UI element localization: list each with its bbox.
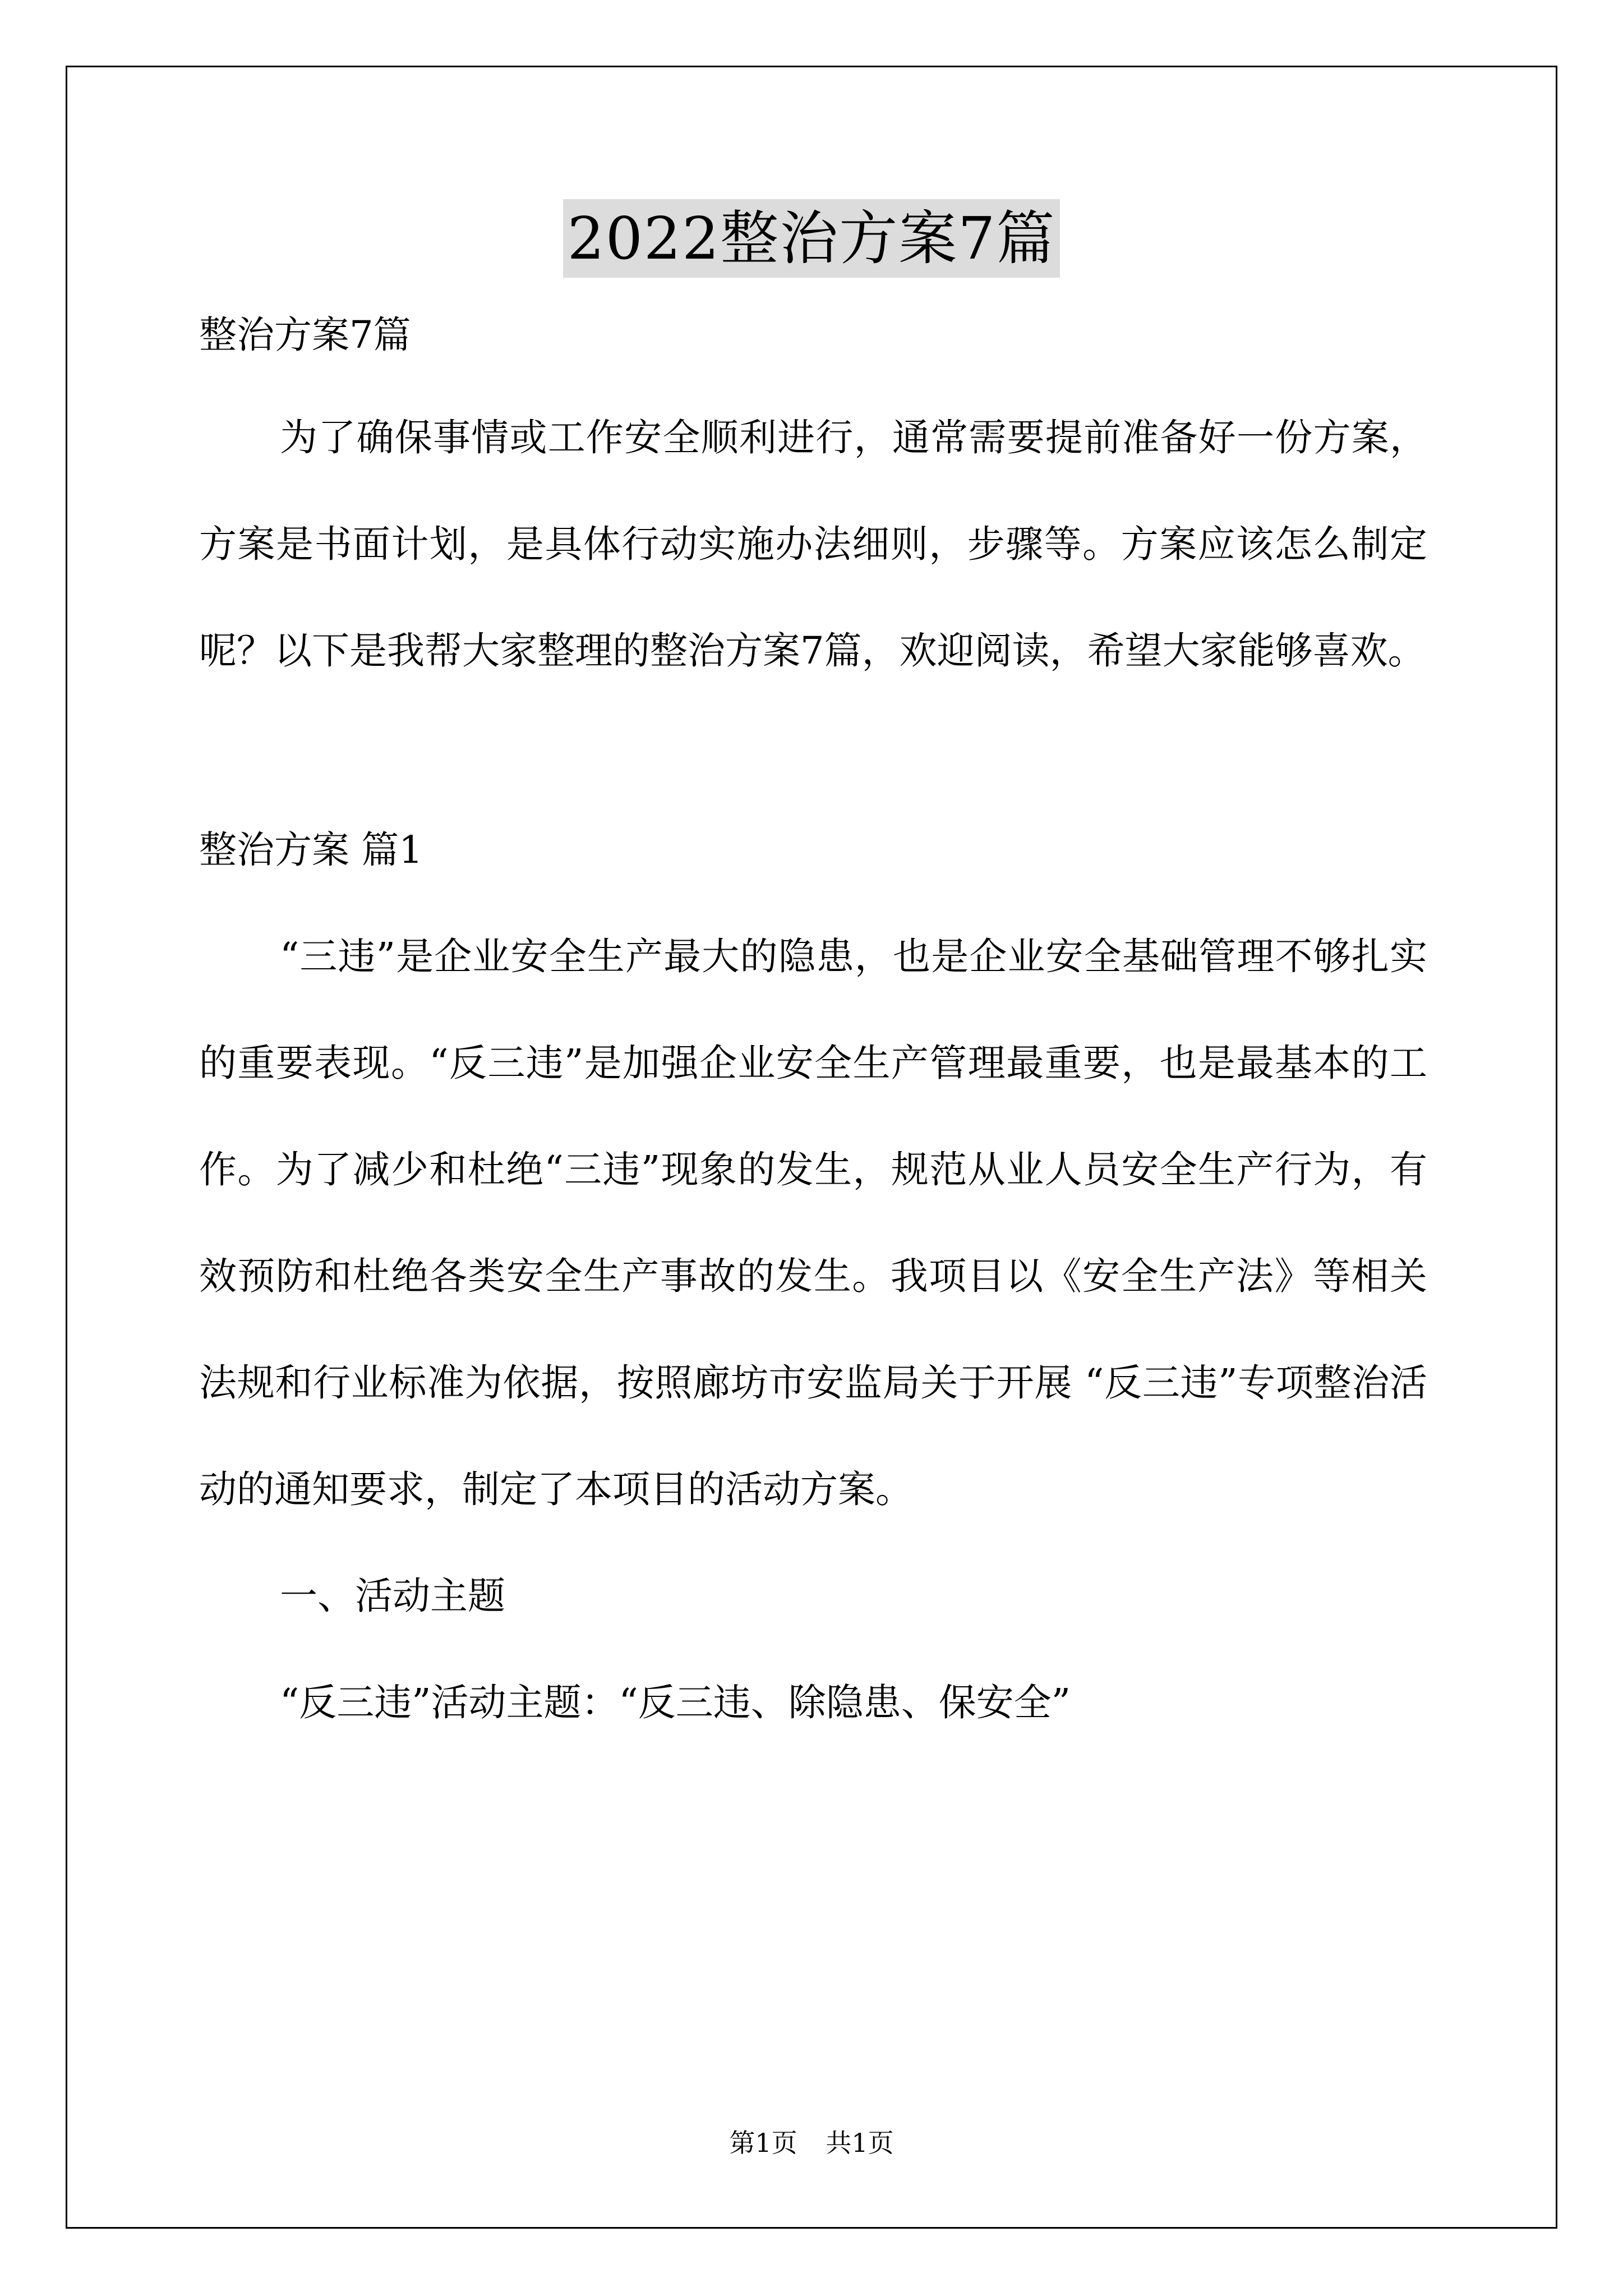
section-paragraph: “三违”是企业安全生产最大的隐患，也是企业安全基础管理不够扎实的重要表现。“反三违”是加强企业安全生产管理最重要，也是最基本的工作。为了减少和杜绝“三违”现象的发生，规范从业人员安全生产行为，有效预防和杜绝各类安全生产事故的发生。我项目以《安全生产法》等相关法规和行业标准为依据，按照廊坊市安监局关于开展 “反三违”专项整治活动的通知要求，制定了本项目的活动方案。: [199, 935, 1427, 1511]
item-heading: 一、活动主题: [280, 1574, 505, 1618]
intro-paragraph: 为了确保事情或工作安全顺利进行，通常需要提前准备好一份方案，方案是书面计划，是具体行动实施办法细则，步骤等。方案应该怎么制定呢？以下是我帮大家整理的整治方案7篇，欢迎阅读，希望大家能够喜欢。: [199, 416, 1427, 673]
page-total: 共1页: [826, 2128, 894, 2158]
page-footer: [0, 2126, 1623, 2160]
document-title: 2022整治方案7篇: [563, 199, 1061, 278]
title-container: [0, 199, 1623, 278]
document-body: [199, 309, 1427, 1756]
item-paragraph: “反三违”活动主题：“反三违、除隐患、保安全”: [280, 1681, 1071, 1724]
page-number: 第1页: [729, 2128, 797, 2158]
document-subtitle: 整治方案7篇: [199, 313, 411, 357]
section-heading: 整治方案 篇1: [199, 828, 423, 872]
